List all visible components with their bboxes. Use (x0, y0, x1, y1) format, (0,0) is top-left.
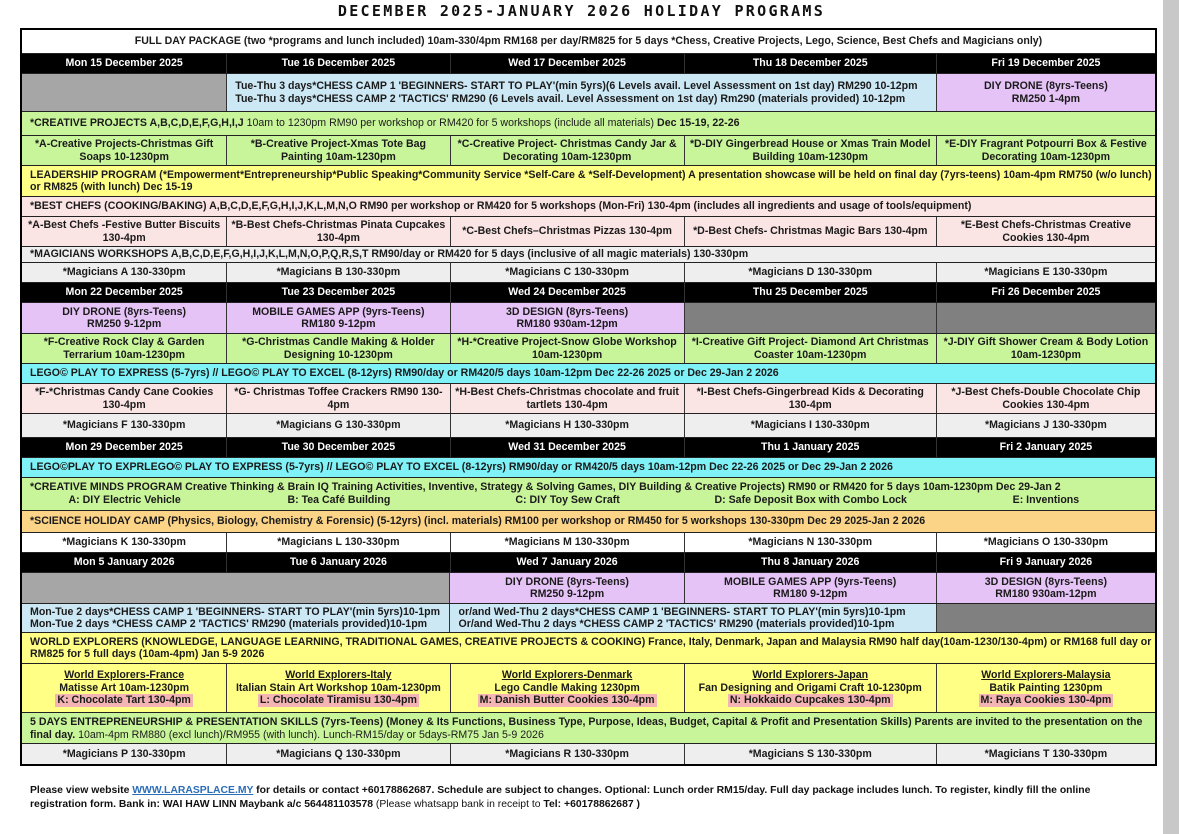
tech-title: MOBILE GAMES APP (9yrs-Teens) (724, 575, 897, 588)
chess-camp-wed-thu (450, 604, 936, 632)
3d-design-cell (451, 303, 685, 333)
tech-title: 3D DESIGN (8yrs-Teens) (984, 575, 1107, 588)
day-header: Mon 15 December 2025 (22, 54, 227, 73)
empty-cell (685, 303, 937, 333)
magicians-item: *Magicians G 130-330pm (227, 414, 450, 437)
day-header: Tue 30 December 2025 (227, 438, 450, 457)
tech-title: MOBILE GAMES APP (9yrs-Teens) (252, 305, 425, 318)
magicians-item: *Magicians B 130-330pm (227, 263, 450, 282)
magicians-item: *Magicians J 130-330pm (937, 414, 1155, 437)
country-craft: Italian Stain Art Workshop 10am-1230pm (235, 681, 441, 694)
magicians-item: *Magicians M 130-330pm (451, 533, 685, 552)
lego-program: LEGO© PLAY TO EXPRESS (5-7yrs) // LEGO© PLAY TO EXCEL (8-12yrs) RM90/day or RM420/5 days 10am-12pm Dec 22-26 2025 or Dec 29-Jan 2 2026 (22, 364, 1155, 383)
day-header: Mon 5 January 2026 (22, 553, 227, 572)
magicians-item: *Magicians P 130-330pm (22, 744, 227, 764)
chess-camp-2: Or/and Wed-Thu 2 days *CHESS CAMP 2 'TACTICS' RM290 (materials provided)10-1pm (458, 618, 895, 630)
chess-camp-1: Tue-Thu 3 days*CHESS CAMP 1 'BEGINNERS- START TO PLAY'(min 5yrs)(6 Levels avail. Level Assessment on 1st day) RM290 10-12pm (235, 80, 918, 92)
magicians-item: *Magicians T 130-330pm (937, 744, 1155, 764)
page-title: DECEMBER 2025-JANUARY 2026 HOLIDAY PROGRAMS (337, 2, 826, 20)
chess-camp-1: or/and Wed-Thu 2 days*CHESS CAMP 1 'BEGINNERS- START TO PLAY'(min 5yrs)10-1pm (458, 605, 906, 618)
lego-program: LEGO©PLAY TO EXPRLEGO© PLAY TO EXPRESS (5-7yrs) // LEGO© PLAY TO EXCEL (8-12yrs) RM90/day or RM420/5 days 10am-12pm Dec 22-26 2025 or Dec 29-Jan 2 2026 (22, 458, 1155, 477)
empty-cell (22, 573, 450, 603)
chess-camp-2: Tue-Thu 3 days*CHESS CAMP 2 'TACTICS' RM290 (6 Levels avail. Level Assessment on 1st day) Rm290 (materials provided) 10-12pm (235, 92, 906, 105)
tech-title: DIY DRONE (8yrs-Teens) (62, 305, 187, 318)
footer-note (30, 784, 1150, 811)
day-header: Tue 6 January 2026 (227, 553, 450, 572)
magicians-item: *Magicians A 130-330pm (22, 263, 227, 282)
country-craft: Batik Painting 1230pm (989, 681, 1103, 694)
creative-project: *H-*Creative Project-Snow Globe Workshop 10am-1230pm (451, 334, 685, 363)
entrepreneurship-head: 5 DAYS ENTREPRENEURSHIP & PRESENTATION SKILLS (7yrs-Teens) (Money & Its Functions, Business Type, Purpose, Ideas, Budget, Capital & Profit and Presentation Skills) Parents are invited to the presentation on the final day. (30, 716, 1143, 741)
best-chefs-item: *E-Best Chefs-Christmas Creative Cookies 130-4pm (937, 217, 1155, 246)
country-name: World Explorers-Malaysia (981, 669, 1111, 682)
day-header: Tue 23 December 2025 (227, 283, 450, 302)
day-header: Fri 2 January 2025 (937, 438, 1155, 457)
empty-cell (22, 74, 227, 111)
footer-text: for details or contact +60178862687. Schedule are subject to changes. Optional: Lunch order RM15/day. Full day package includes lunch. To register, kindly fill the online registration form. Bank in: WAI HAW LINN Maybank a/c 564481103578 (30, 785, 1091, 810)
country-craft: Lego Candle Making 1230pm (494, 681, 640, 694)
magicians-item: *Magicians Q 130-330pm (227, 744, 450, 764)
creative-project: *F-Creative Rock Clay & Garden Terrarium 10am-1230pm (22, 334, 227, 363)
country-name: World Explorers-France (64, 669, 185, 682)
country-name: World Explorers-Italy (285, 669, 392, 682)
drone-price: RM250 1-4pm (1011, 92, 1081, 105)
page-edge (1163, 0, 1179, 834)
creative-minds-item: E: Inventions (1012, 493, 1080, 506)
tech-price: RM180 930am-12pm (516, 318, 618, 330)
diy-drone-cell (22, 303, 227, 333)
day-header: Wed 24 December 2025 (451, 283, 685, 302)
creative-head: *CREATIVE PROJECTS A,B,C,D,E,F,G,H,I,J (30, 117, 244, 130)
chess-camp-2: Mon-Tue 2 days *CHESS CAMP 2 'TACTICS' RM290 (materials provided)10-1pm (30, 618, 428, 630)
world-explorers-malaysia (937, 664, 1155, 712)
tech-title: DIY DRONE (8yrs-Teens) (505, 575, 629, 588)
creative-dates: Dec 15-19, 22-26 (654, 117, 740, 130)
magicians-item: *Magicians K 130-330pm (22, 533, 227, 552)
best-chefs-item: *J-Best Chefs-Double Chocolate Chip Cookies 130-4pm (937, 384, 1155, 413)
magicians-item: *Magicians D 130-330pm (685, 263, 937, 282)
best-chefs-item: *I-Best Chefs-Gingerbread Kids & Decorating 130-4pm (685, 384, 937, 413)
full-day-package: FULL DAY PACKAGE (two *programs and lunch included) 10am-330/4pm RM168 per day/RM825 for 5 days *Chess, Creative Projects, Lego, Science, Best Chefs and Magicians only) (22, 30, 1155, 53)
tech-title: 3D DESIGN (8yrs-Teens) (505, 305, 629, 318)
best-chefs-item: *F-*Christmas Candy Cane Cookies 130-4pm (22, 384, 227, 413)
country-cooking: K: Chocolate Tart 130-4pm (57, 694, 191, 707)
leadership-program: LEADERSHIP PROGRAM (*Empowerment*Entrepreneurship*Public Speaking*Community Service *Self-Care & *Self-Development) A presentation showcase will be held on final day (7yrs-teens) 10am-4pm RM750 (w/o lunch) or RM825 (with lunch) Dec 15-19 (22, 166, 1155, 196)
day-header: Wed 7 January 2026 (451, 553, 685, 572)
day-header: Wed 17 December 2025 (451, 54, 685, 73)
entrepreneurship-rest: 10am-4pm RM880 (excl lunch)/RM955 (with lunch). Lunch-RM15/day or 5days-RM75 Jan 5-9 2026 (75, 728, 544, 741)
best-chefs-header: *BEST CHEFS (COOKING/BAKING) A,B,C,D,E,F,G,H,I,J,K,L,M,N,O RM90 per workshop or RM420 for 5 workshops (Mon-Fri) 130-4pm (includes all ingredients and usage of tools/equipment) (22, 197, 1155, 216)
entrepreneurship-program (22, 713, 1155, 743)
day-header: Mon 22 December 2025 (22, 283, 227, 302)
creative-minds-header: *CREATIVE MINDS PROGRAM Creative Thinking & Brain IQ Training Activities, Inventive, Strategy & Solving Games, DIY Building & Creative Projects) RM90 or RM420 for 5 days 10am-1230pm Dec 29-Jan 2 (30, 481, 1061, 493)
diy-drone-cell (937, 74, 1155, 111)
footer-text: (Please whatsapp bank in receipt to (375, 798, 544, 810)
day-header: Fri 26 December 2025 (937, 283, 1155, 302)
day-header: Wed 31 December 2025 (451, 438, 685, 457)
country-cooking: M: Raya Cookies 130-4pm (980, 694, 1112, 707)
best-chefs-item: *H-Best Chefs-Christmas chocolate and fruit tartlets 130-4pm (451, 384, 685, 413)
magicians-item: *Magicians F 130-330pm (22, 414, 227, 437)
tech-price: RM180 930am-12pm (995, 588, 1097, 600)
chess-camp-mon-tue (22, 604, 450, 632)
country-cooking: N: Hokkaido Cupcakes 130-4pm (729, 694, 891, 707)
creative-project: *D-DIY Gingerbread House or Xmas Train Model Building 10am-1230pm (685, 136, 937, 165)
magicians-item: *Magicians E 130-330pm (937, 263, 1155, 282)
day-header: Tue 16 December 2025 (227, 54, 450, 73)
day-header: Fri 19 December 2025 (937, 54, 1155, 73)
footer-text: Please view website (30, 785, 133, 796)
mobile-games-cell (685, 573, 937, 603)
creative-project: *A-Creative Projects-Christmas Gift Soaps 10-1230pm (22, 136, 227, 165)
science-camp: *SCIENCE HOLIDAY CAMP (Physics, Biology, Chemistry & Forensic) (5-12yrs) (incl. materials) RM100 per workshop or RM450 for 5 workshops 130-330pm Dec 29 2025-Jan 2 2026 (22, 511, 1155, 532)
tech-price: RM180 9-12pm (301, 318, 376, 330)
drone-title: DIY DRONE (8yrs-Teens) (983, 80, 1108, 92)
best-chefs-item: *A-Best Chefs -Festive Butter Biscuits 130-4pm (22, 217, 227, 246)
chess-camp-1: Mon-Tue 2 days*CHESS CAMP 1 'BEGINNERS- START TO PLAY'(min 5yrs)10-1pm (30, 605, 441, 618)
country-cooking: L: Chocolate Tiramisu 130-4pm (259, 694, 417, 707)
day-header: Thu 1 January 2025 (685, 438, 937, 457)
magicians-item: *Magicians H 130-330pm (451, 414, 685, 437)
magicians-item: *Magicians N 130-330pm (685, 533, 937, 552)
country-craft: Fan Designing and Origami Craft 10-1230pm (698, 681, 922, 694)
creative-projects-header (22, 112, 1155, 135)
day-header: Thu 25 December 2025 (685, 283, 937, 302)
country-name: World Explorers-Japan (752, 669, 869, 682)
chess-camp-cell (227, 74, 936, 111)
magicians-item: *Magicians O 130-330pm (937, 533, 1155, 552)
creative-project: *J-DIY Gift Shower Cream & Body Lotion 10am-1230pm (937, 334, 1155, 363)
website-link[interactable]: WWW.LARASPLACE.MY (132, 785, 254, 796)
creative-project: *C-Creative Project- Christmas Candy Jar & Decorating 10am-1230pm (451, 136, 685, 165)
best-chefs-item: *G- Christmas Toffee Crackers RM90 130-4pm (227, 384, 450, 413)
magicians-header: *MAGICIANS WORKSHOPS A,B,C,D,E,F,G,H,I,J,K,L,M,N,O,P,Q,R,S,T RM90/day or RM420 for 5 days (inclusive of all magic materials) 130-330pm (22, 247, 1155, 262)
best-chefs-item: *B-Best Chefs-Christmas Pinata Cupcakes 130-4pm (227, 217, 450, 246)
diy-drone-cell (450, 573, 684, 603)
tech-price: RM250 9-12pm (529, 588, 605, 600)
day-header: Thu 18 December 2025 (685, 54, 937, 73)
world-explorers-italy (227, 664, 450, 712)
creative-project: *I-Creative Gift Project- Diamond Art Christmas Coaster 10am-1230pm (685, 334, 937, 363)
empty-cell (937, 303, 1155, 333)
day-header: Mon 29 December 2025 (22, 438, 227, 457)
tech-price: RM180 9-12pm (773, 588, 848, 600)
creative-project: *E-DIY Fragrant Potpourri Box & Festive Decorating 10am-1230pm (937, 136, 1155, 165)
mobile-games-cell (227, 303, 450, 333)
schedule-table (20, 28, 1157, 766)
best-chefs-item: *C-Best Chefs–Christmas Pizzas 130-4pm (451, 217, 685, 246)
magicians-item: *Magicians R 130-330pm (451, 744, 685, 764)
world-explorers-denmark (451, 664, 685, 712)
day-header: Thu 8 January 2026 (685, 553, 937, 572)
creative-minds-cell (22, 478, 1155, 510)
world-explorers-header: WORLD EXPLORERS (KNOWLEDGE, LANGUAGE LEARNING, TRADITIONAL GAMES, CREATIVE PROJECTS & COOKING) France, Italy, Denmark, Japan and Malaysia RM90 half day(10am-1230/130-4pm) or RM168 full day or RM825 for 5 full days (10am-4pm) Jan 5-9 2026 (22, 633, 1155, 663)
magicians-item: *Magicians L 130-330pm (227, 533, 450, 552)
creative-minds-item: B: Tea Café Building (287, 493, 391, 506)
creative-rest: 10am to 1230pm RM90 per workshop or RM420 for 5 workshops (include all materials) (243, 117, 655, 130)
magicians-item: *Magicians S 130-330pm (685, 744, 937, 764)
creative-minds-item: D: Safe Deposit Box with Combo Lock (714, 493, 907, 506)
creative-minds-item: C: DIY Toy Sew Craft (515, 493, 620, 506)
creative-project: *G-Christmas Candle Making & Holder Designing 10-1230pm (227, 334, 450, 363)
footer-phone: Tel: +60178862687 ) (543, 798, 640, 810)
creative-project: *B-Creative Project-Xmas Tote Bag Painting 10am-1230pm (227, 136, 450, 165)
world-explorers-japan (685, 664, 937, 712)
creative-minds-item: A: DIY Electric Vehicle (68, 493, 181, 506)
magicians-item: *Magicians I 130-330pm (685, 414, 937, 437)
day-header: Fri 9 January 2026 (937, 553, 1155, 572)
magicians-item: *Magicians C 130-330pm (451, 263, 685, 282)
empty-cell (937, 604, 1155, 632)
best-chefs-item: *D-Best Chefs- Christmas Magic Bars 130-4pm (685, 217, 937, 246)
tech-price: RM250 9-12pm (87, 318, 162, 330)
world-explorers-france (22, 664, 227, 712)
country-craft: Matisse Art 10am-1230pm (59, 681, 190, 694)
3d-design-cell (937, 573, 1155, 603)
country-name: World Explorers-Denmark (501, 669, 633, 682)
country-cooking: M: Danish Butter Cookies 130-4pm (479, 694, 655, 707)
